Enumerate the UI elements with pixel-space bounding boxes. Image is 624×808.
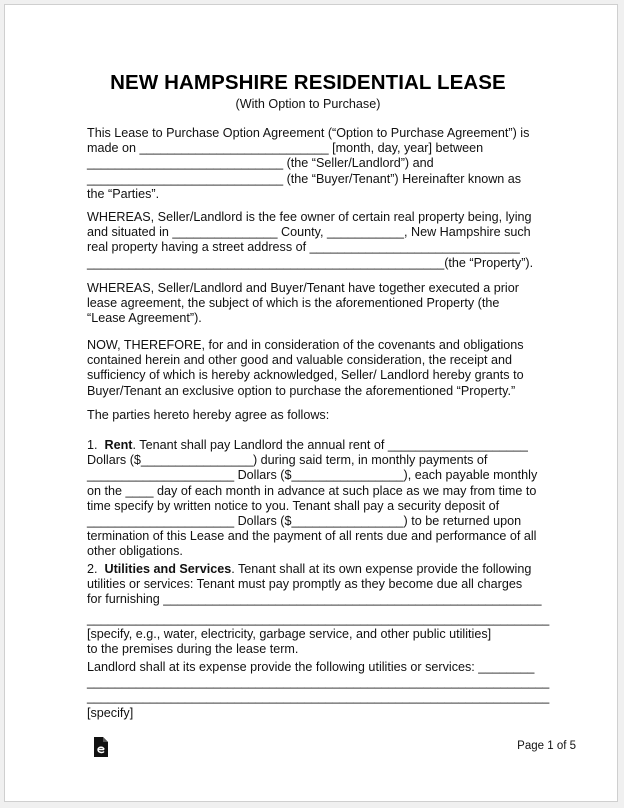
now-therefore-paragraph — [87, 338, 535, 399]
utilities-section — [87, 562, 550, 657]
whereas-line: real property having a street address of ______________________________ — [87, 240, 520, 255]
whereas-line: WHEREAS, Seller/Landlord and Buyer/Tenant have together executed a prior — [87, 281, 519, 295]
whereas-property-paragraph — [87, 210, 535, 271]
landlord-utilities-line: Landlord shall at its expense provide the following utilities or services: ________ — [87, 660, 535, 674]
rent-line: _____________________ Dollars ($________________) to be returned upon — [87, 514, 522, 529]
intro-line: the “Parties”. — [87, 186, 160, 201]
rent-number: 1. — [87, 438, 98, 452]
page-number: Page 1 of 5 — [517, 740, 576, 752]
rent-line: Dollars ($________________) during said term, in monthly payments of — [87, 453, 488, 468]
whereas-lease-paragraph — [87, 281, 535, 327]
whereas-line: “Lease Agreement”). — [87, 311, 202, 326]
intro-paragraph — [87, 126, 535, 202]
landlord-utilities-section — [87, 660, 550, 721]
agree-line: The parties hereto hereby agree as follows: — [87, 408, 330, 422]
utilities-line: __________________________________________________________________ — [87, 611, 550, 626]
rent-first-line-text: . Tenant shall pay Landlord the annual rent of ____________________ — [132, 438, 528, 452]
now-therefore-line: contained herein and other good and valuable consideration, the receipt and — [87, 353, 513, 368]
intro-line: ____________________________ (the “Seller/Landlord”) and — [87, 156, 434, 171]
whereas-line: and situated in _______________ County, ___________, New Hampshire such — [87, 225, 531, 240]
document-subtitle: (With Option to Purchase) — [235, 97, 381, 111]
whereas-line: lease agreement, the subject of which is the aforementioned Property (the — [87, 296, 500, 311]
esign-logo-icon — [94, 737, 108, 757]
intro-line: made on ___________________________ [month, day, year] between — [87, 141, 484, 156]
utilities-first-line-text: . Tenant shall at its own expense provide the following — [231, 562, 532, 576]
whereas-line: WHEREAS, Seller/Landlord is the fee owner of certain real property being, lying — [87, 210, 532, 224]
landlord-utilities-line: __________________________________________________________________ — [87, 675, 550, 690]
utilities-heading: Utilities and Services — [104, 562, 232, 576]
landlord-utilities-line: [specify] — [87, 705, 134, 720]
landlord-utilities-line: __________________________________________________________________ — [87, 690, 550, 705]
utilities-first-line — [87, 562, 535, 577]
utilities-line: for furnishing ______________________________________________________ — [87, 592, 542, 607]
utilities-number: 2. — [87, 562, 98, 576]
rent-section — [87, 438, 538, 560]
utilities-line: to the premises during the lease term. — [87, 642, 299, 657]
utilities-line: [specify, e.g., water, electricity, garbage service, and other public utilities] — [87, 626, 492, 641]
now-therefore-line: NOW, THEREFORE, for and in consideration of the covenants and obligations — [87, 338, 524, 352]
rent-line: termination of this Lease and the payment of all rents due and performance of all — [87, 529, 537, 544]
agree-paragraph — [87, 408, 535, 423]
rent-line: time specify by written notice to you. Tenant shall pay a security deposit of — [87, 498, 500, 513]
rent-line: other obligations. — [87, 544, 183, 559]
intro-line: ____________________________ (the “Buyer/Tenant”) Hereinafter known as — [87, 171, 522, 186]
whereas-line: ___________________________________________________(the “Property”). — [87, 255, 534, 270]
rent-heading: Rent — [104, 438, 133, 452]
intro-line: This Lease to Purchase Option Agreement (“Option to Purchase Agreement”) is — [87, 126, 530, 140]
document-title: NEW HAMPSHIRE RESIDENTIAL LEASE — [110, 71, 506, 94]
now-therefore-line: sufficiency of which is hereby acknowledged, Seller/ Landlord hereby grants to — [87, 368, 524, 383]
utilities-line: utilities or services: Tenant must pay promptly as they become due all charges — [87, 577, 523, 592]
now-therefore-line: Buyer/Tenant an exclusive option to purchase the aforementioned “Property.” — [87, 383, 516, 398]
rent-first-line — [87, 438, 535, 453]
rent-line: on the ____ day of each month in advance at such place as we may from time to — [87, 483, 537, 498]
rent-line: _____________________ Dollars ($________________), each payable monthly — [87, 468, 538, 483]
